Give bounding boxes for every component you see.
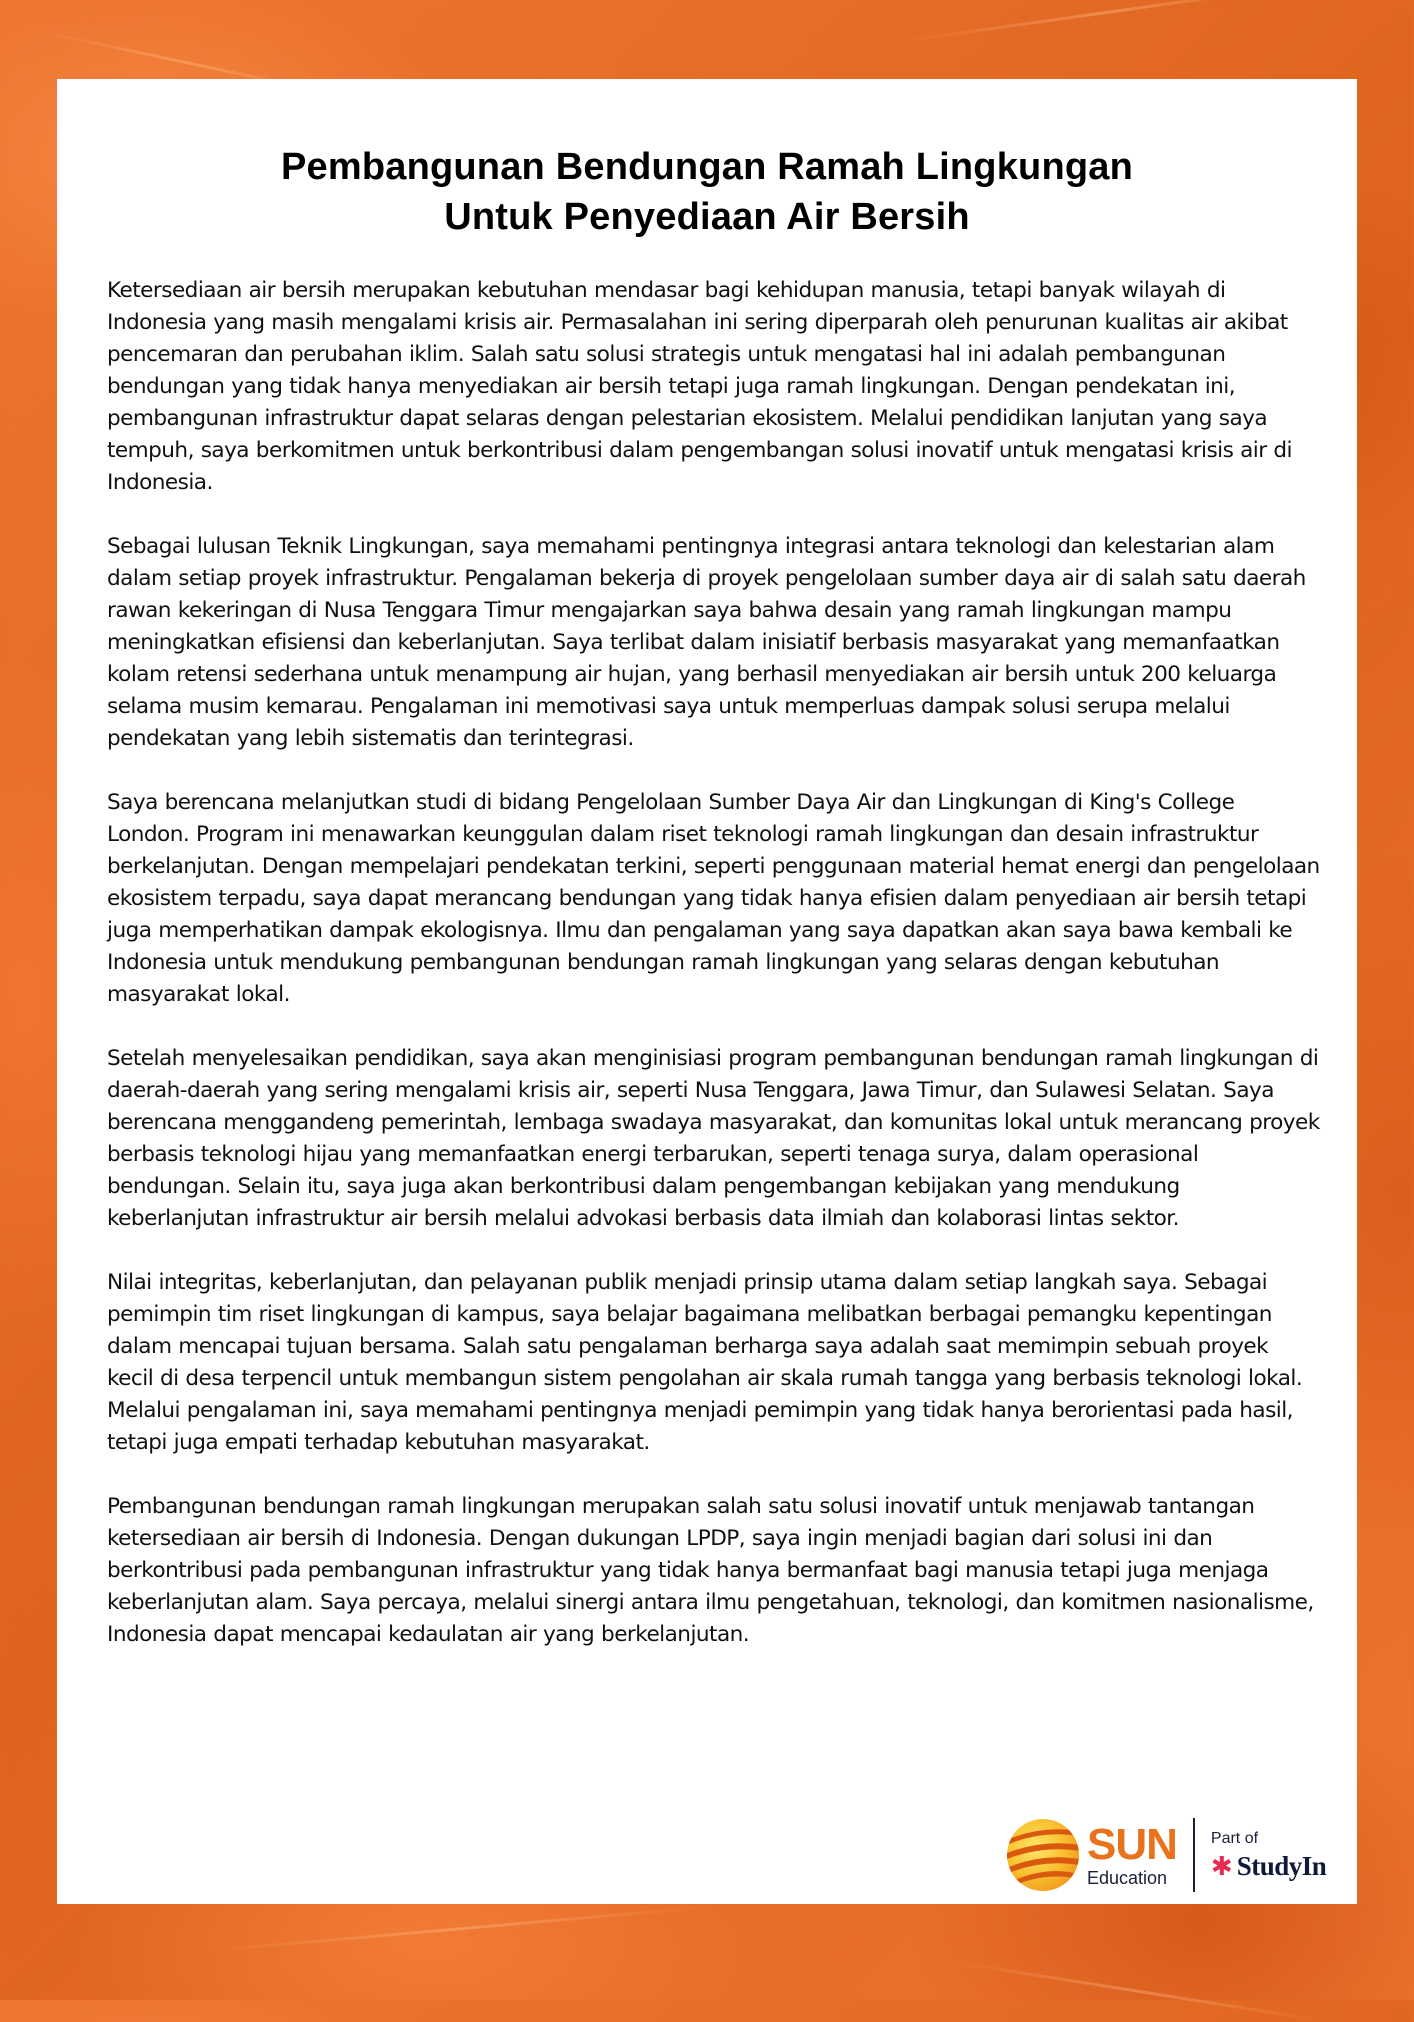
logo-divider xyxy=(1193,1818,1195,1892)
title-line-2: Untuk Penyediaan Air Bersih xyxy=(444,196,970,239)
sun-education-wordmark xyxy=(1087,1820,1177,1888)
title-line-1: Pembangunan Bendungan Ramah Lingkungan xyxy=(280,146,1134,189)
sun-education-studyin-logo xyxy=(1005,1810,1345,1900)
sun-globe-icon xyxy=(1005,1817,1081,1893)
paragraph-4: Setelah menyelesaikan pendidikan, saya akan menginisiasi program pembangunan bendungan ramah lingkungan di daerah-daerah yang sering mengalami krisis air, seperti Nusa Tenggara, Jawa Timur, dan Sulawesi Selatan. Saya berencana menggandeng pemerintah, lembaga swadaya masyarakat, dan komunitas lokal untuk merancang proyek berbasis teknologi hijau yang memanfaatkan energi terbarukan, seperti tenaga surya, dalam operasional bendungan. Selain itu, saya juga akan berkontribusi dalam pengembangan kebijakan yang mendukung keberlanjutan infrastruktur air bersih melalui advokasi berbasis data ilmiah dan kolaborasi lintas sektor. xyxy=(107,1046,1320,1231)
paper-crease xyxy=(950,1960,1326,2022)
paragraph-5: Nilai integritas, keberlanjutan, dan pelayanan publik menjadi prinsip utama dalam setiap langkah saya. Sebagai pemimpin tim riset lingkungan di kampus, saya belajar bagaimana melibatkan berbagai pemangku kepentingan dalam mencapai tujuan bersama. Salah satu pengalaman berharga saya adalah saat memimpin sebuah proyek kecil di desa terpencil untuk membangun sistem pengolahan air skala rumah tangga yang berbasis teknologi lokal. Melalui pengalaman ini, saya memahami pentingnya menjadi pemimpin yang tidak hanya berorientasi pada hasil, tetapi juga empati terhadap kebutuhan masyarakat. xyxy=(107,1270,1303,1455)
studyin-word: StudyIn xyxy=(1236,1850,1327,1881)
paper-crease xyxy=(200,1905,718,1953)
page-title xyxy=(57,142,1357,242)
paragraph-1: Ketersediaan air bersih merupakan kebutuhan mendasar bagi kehidupan manusia, tetapi banyak wilayah di Indonesia yang masih mengalami krisis air. Permasalahan ini sering diperparah oleh penurunan kualitas air akibat pencemaran dan perubahan iklim. Salah satu solusi strategis untuk mengatasi hal ini adalah pembangunan bendungan yang tidak hanya menyediakan air bersih tetapi juga ramah lingkungan. Dengan pendekatan ini, pembangunan infrastruktur dapat selaras dengan pelestarian ekosistem. Melalui pendidikan lanjutan yang saya tempuh, saya berkomitmen untuk berkontribusi dalam pengembangan solusi inovatif untuk mengatasi krisis air di Indonesia. xyxy=(107,278,1293,495)
paragraph-2: Sebagai lulusan Teknik Lingkungan, saya memahami pentingnya integrasi antara teknologi dan kelestarian alam dalam setiap proyek infrastruktur. Pengalaman bekerja di proyek pengelolaan sumber daya air di salah satu daerah rawan kekeringan di Nusa Tenggara Timur mengajarkan saya bahwa desain yang ramah lingkungan mampu meningkatkan efisiensi dan keberlanjutan. Saya terlibat dalam inisiatif berbasis masyarakat yang memanfaatkan kolam retensi sederhana untuk menampung air hujan, yang berhasil menyediakan air bersih untuk 200 keluarga selama musim kemarau. Pengalaman ini memotivasi saya untuk memperluas dampak solusi serupa melalui pendekatan yang lebih sistematis dan terintegrasi. xyxy=(107,534,1306,751)
paper-crease xyxy=(900,0,1316,43)
education-word: Education xyxy=(1087,1868,1168,1888)
sun-word: SUN xyxy=(1087,1820,1177,1869)
essay-card xyxy=(57,79,1357,1904)
paragraph-6: Pembangunan bendungan ramah lingkungan merupakan salah satu solusi inovatif untuk menjawab tantangan ketersediaan air bersih di Indonesia. Dengan dukungan LPDP, saya ingin menjadi bagian dari solusi ini dan berkontribusi pada pembangunan infrastruktur yang tidak hanya bermanfaat bagi manusia tetapi juga menjaga keberlanjutan alam. Saya percaya, melalui sinergi antara ilmu pengetahuan, teknologi, dan komitmen nasionalisme, Indonesia dapat mencapai kedaulatan air yang berkelanjutan. xyxy=(107,1494,1314,1647)
part-of-label: Part of xyxy=(1210,1829,1259,1847)
essay-body xyxy=(107,275,1321,1683)
paragraph-3: Saya berencana melanjutkan studi di bidang Pengelolaan Sumber Daya Air dan Lingkungan di King's College London. Program ini menawarkan keunggulan dalam riset teknologi ramah lingkungan dan desain infrastruktur berkelanjutan. Dengan mempelajari pendekatan terkini, seperti penggunaan material hemat energi dan pengelolaan ekosistem terpadu, saya dapat merancang bendungan yang tidak hanya efisien dalam penyediaan air bersih tetapi juga memperhatikan dampak ekologisnya. Ilmu dan pengalaman yang saya dapatkan akan saya bawa kembali ke Indonesia untuk mendukung pembangunan bendungan ramah lingkungan yang selaras dengan kebutuhan masyarakat lokal. xyxy=(107,790,1320,1007)
asterisk-star-icon: ✱ xyxy=(1210,1851,1233,1881)
studyin-wordmark xyxy=(1211,1831,1326,1880)
